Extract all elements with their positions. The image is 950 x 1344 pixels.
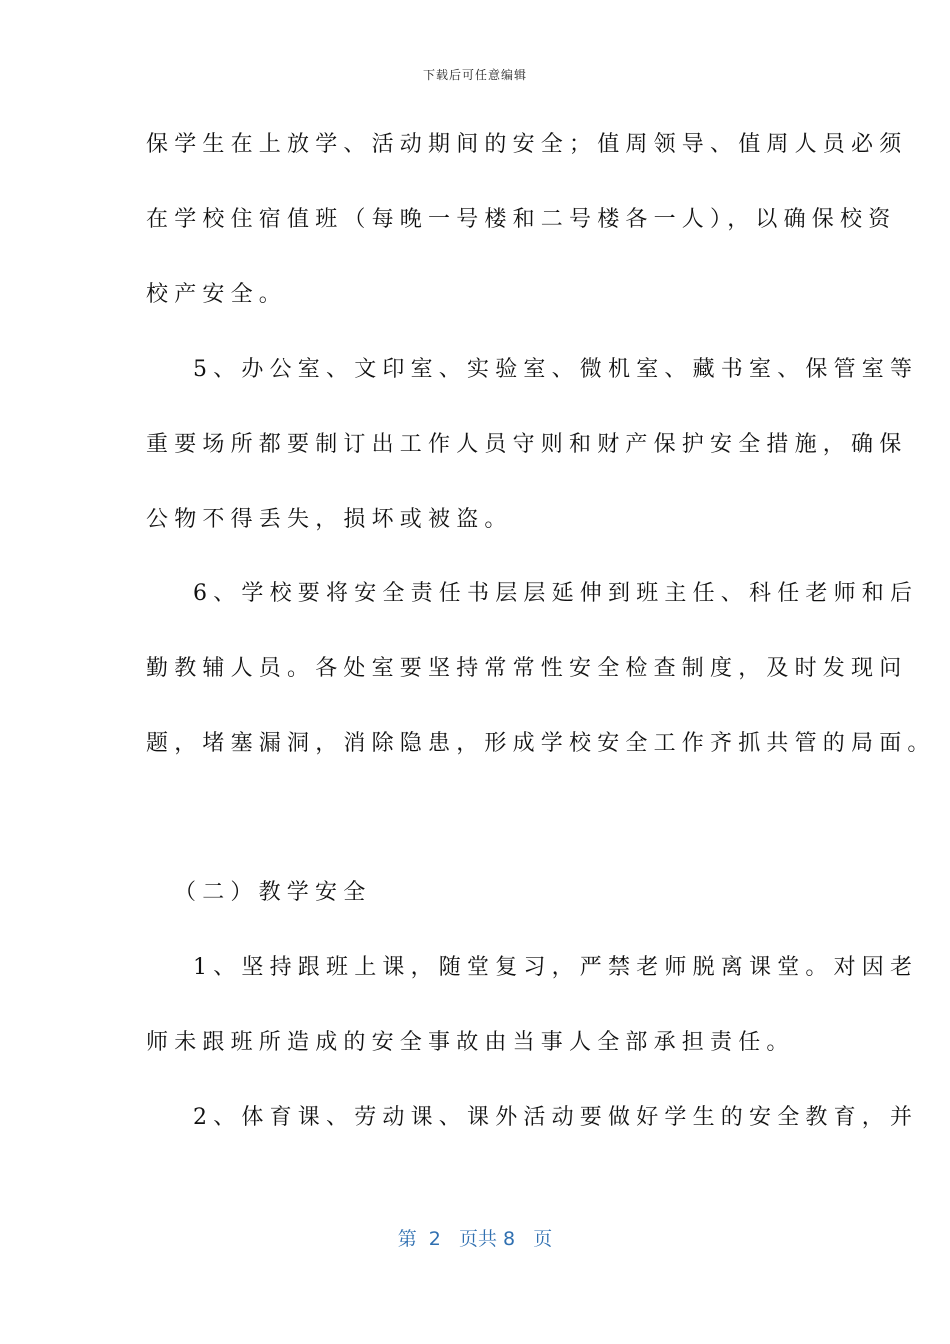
paragraph-6-start: 6、学校要将安全责任书层层延伸到班主任、科任老师和后	[193, 581, 919, 606]
paragraph-2-start: 2、体育课、劳动课、课外活动要做好学生的安全教育，并	[193, 1105, 919, 1130]
paragraph-5-start: 5、办公室、文印室、实验室、微机室、藏书室、保管室等	[193, 357, 919, 382]
page-header-note: 下载后可任意编辑	[422, 68, 527, 82]
body-line: 师未跟班所造成的安全事故由当事人全部承担责任。	[146, 1030, 795, 1055]
body-line: 校产安全。	[146, 282, 288, 307]
paragraph-1-start: 1、坚持跟班上课，随堂复习，严禁老师脱离课堂。对因老	[193, 955, 919, 980]
body-line: 勤教辅人员。各处室要坚持常常性安全检查制度，及时发现问	[146, 656, 908, 681]
body-line: 保学生在上放学、活动期间的安全；值周领导、值周人员必须	[146, 132, 908, 157]
section-heading: （二）教学安全	[174, 880, 372, 905]
body-line: 题，堵塞漏洞，消除隐患，形成学校安全工作齐抓共管的局面。	[146, 731, 936, 756]
body-line: 重要场所都要制订出工作人员守则和财产保护安全措施，确保	[146, 432, 908, 457]
body-line: 在学校住宿值班（每晚一号楼和二号楼各一人），以确保校资	[146, 207, 897, 232]
page-number-footer: 第 2 页共 8 页	[397, 1228, 553, 1250]
body-line: 公物不得丢失，损坏或被盗。	[146, 507, 513, 532]
